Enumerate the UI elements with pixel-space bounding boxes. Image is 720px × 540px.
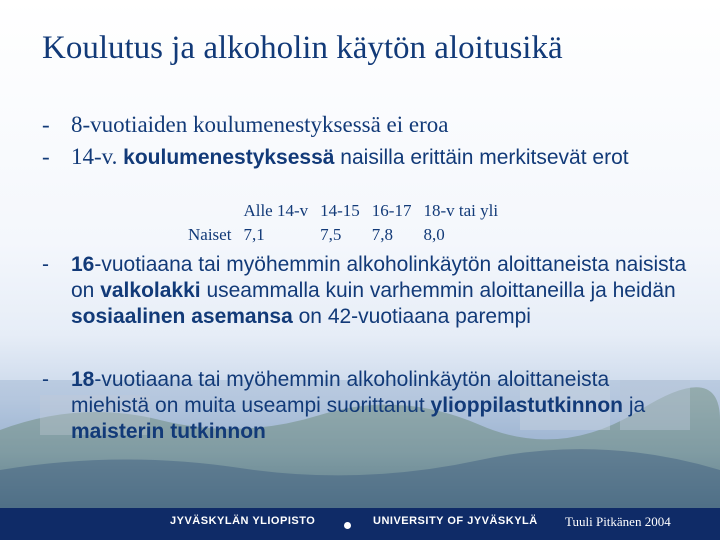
bullet-14-year-olds (42, 144, 682, 171)
emphasis-run: sosiaalinen asemansa (71, 305, 293, 328)
university-name-english: UNIVERSITY OF JYVÄSKYLÄ (373, 515, 538, 527)
text-run: 14-v. (71, 144, 124, 169)
emphasis-run: 16 (71, 253, 95, 276)
table-corner-cell (182, 199, 237, 223)
bullet-text (71, 144, 682, 171)
table-header-row (182, 199, 504, 223)
author-credit: Tuuli Pitkänen 2004 (565, 514, 671, 529)
bullet-18-year-olds (42, 367, 692, 445)
text-run: on 42-vuotiaana parempi (292, 305, 531, 328)
bullet-dash: - (42, 112, 50, 137)
footer-bar (0, 508, 720, 540)
emphasis-run: koulumenestyksessä (123, 146, 335, 169)
bullet-dash: - (42, 253, 49, 276)
emphasis-run: 18 (71, 368, 95, 391)
separator-dot-icon (344, 522, 351, 529)
slide-title: Koulutus ja alkoholin käytön aloitusikä (42, 30, 563, 66)
text-run: naisilla erittäin merkitsevät erot (334, 146, 629, 169)
table-cell: 7,1 (243, 225, 265, 244)
bullet-text (71, 367, 692, 445)
table-row (182, 223, 504, 247)
bullet-dash: - (42, 368, 49, 391)
table-cell: 7,5 (320, 225, 342, 244)
emphasis-run: ylioppilastutkinnon (430, 394, 624, 417)
bullet-text (71, 252, 692, 330)
bullet-text: 8-vuotiaiden koulumenestyksessä ei eroa (71, 112, 449, 137)
table-header-cell: 16-17 (371, 201, 412, 220)
emphasis-run: valkolakki (100, 279, 201, 302)
bullet-dash: - (42, 144, 50, 169)
table-header-cell: Alle 14-v (243, 201, 309, 220)
text-run: -vuotiaana tai myöhemmin alkoholinkäytön aloittaneista miehistä on muita useampi suorittanut (71, 368, 610, 417)
table-header-cell: 18-v tai yli (423, 201, 499, 220)
bullet-8-year-olds (42, 112, 682, 138)
bullet-16-year-olds (42, 252, 692, 330)
table-header-cell: 14-15 (320, 201, 360, 220)
text-run: useammalla kuin varhemmin aloittaneilla ja heidän (200, 279, 676, 302)
table-row-label: Naiset (188, 225, 232, 244)
table-cell: 7,8 (371, 225, 394, 244)
emphasis-run: maisterin tutkinnon (71, 420, 266, 443)
university-name-finnish: JYVÄSKYLÄN YLIOPISTO (170, 515, 316, 527)
table-cell: 8,0 (423, 225, 445, 244)
grade-average-table (182, 199, 504, 247)
text-run: -vuotiaana tai myöhemmin alkoholinkäytön aloittaneista naisista on (71, 253, 687, 302)
text-run: ja (623, 394, 646, 417)
